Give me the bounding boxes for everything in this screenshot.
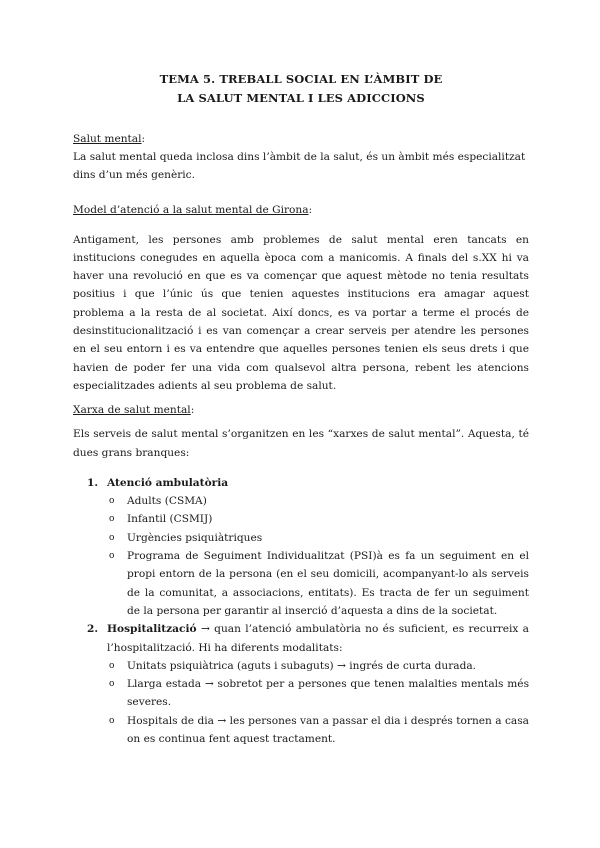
paragraph-xarxa: Els serveis de salut mental s’organitzen en les “xarxes de salut mental”. Aquesta, té dues grans branques:	[73, 428, 529, 459]
list-item-atencio-ambulatoria	[73, 474, 529, 620]
paragraph-salut-mental: La salut mental queda inclosa dins l’àmbit de la salut, és un àmbit més especialitzat dins d’un més genèric.	[73, 151, 526, 182]
document-page	[73, 70, 529, 748]
sub-list-ambulatoria	[107, 492, 529, 620]
list-item: o Urgències psiquiàtriques	[107, 529, 529, 547]
circle-bullet-icon: o	[109, 532, 115, 543]
list-item: o Infantil (CSMIJ)	[107, 510, 529, 528]
list-item: o Unitats psiquiàtrica (aguts i subaguts) → ingrés de curta durada.	[107, 657, 529, 675]
circle-bullet-icon: o	[109, 660, 115, 671]
list-number: 2.	[87, 623, 99, 636]
list-item-hospitalitzacio: 2. Hospitalització → quan l’atenció ambulatòria no és suficient, es recurreix a l’hospitalització. Hi ha diferents modalitats: o Unitats psiquiàtrica (aguts i subaguts) → ingrés de curta durada. o Llarga estada → sobretot per a persones que tenen malalties mentals més severes. o Hospitals de dia → les persones van a passar el dia i després tornen a casa on es continua fent aquest tractament.	[73, 620, 529, 748]
list-item: o Adults (CSMA)	[107, 492, 529, 510]
list-item: o Hospitals de dia → les persones van a passar el dia i després tornen a casa on es continua fent aquest tractament.	[107, 712, 529, 749]
circle-bullet-icon: o	[109, 551, 115, 562]
branch-list	[73, 474, 529, 748]
section-heading-salut-mental: Salut mental:	[73, 133, 146, 145]
list-number: 1.	[87, 476, 99, 489]
circle-bullet-icon: o	[109, 679, 115, 690]
document-title-line-1: TEMA 5. TREBALL SOCIAL EN L’ÀMBIT DE	[159, 72, 443, 86]
list-item: o Programa de Seguiment Individualitzat (PSI)à es fa un seguiment en el propi entorn de la persona (en el seu domicili, acompanyant-lo als serveis de la comunitat, a associacions, entitats). Es tracta de fer un seguiment de la persona per garantir al inserció d’aquesta a dins de la societat.	[107, 547, 529, 620]
list-lead: Hospitalització	[107, 623, 197, 636]
list-lead: Atenció ambulatòria	[107, 476, 229, 489]
document-title-line-2: LA SALUT MENTAL I LES ADICCIONS	[177, 91, 425, 105]
section-heading-xarxa: Xarxa de salut mental:	[73, 404, 195, 417]
circle-bullet-icon: o	[109, 715, 115, 726]
section-heading-model-atencio: Model d’atenció a la salut mental de Girona:	[73, 203, 313, 216]
circle-bullet-icon: o	[109, 514, 115, 525]
circle-bullet-icon: o	[109, 496, 115, 507]
sub-list-hospitalitzacio	[107, 657, 529, 748]
list-item: o Llarga estada → sobretot per a persones que tenen malalties mentals més severes.	[107, 675, 529, 712]
paragraph-model-atencio: Antigament, les persones amb problemes de salut mental eren tancats en institucions conegudes en aquella època com a manicomis. A finals del s.XX hi va haver una revolució en que es va començar que aquest mètode no tenia resultats positius i que l’únic ús que tenien aquestes institucions era amagar aquest problema a la resta de al societat. Així doncs, es va portar a terme el procés de desinstitucionalització i es van començar a crear serveis per atendre les persones en el seu entorn i es va entendre que aquelles persones tenien els seus drets i que havien de poder fer una vida com qualsevol altra persona, rebent les atencions especialitzades adients al seu problema de salut.	[73, 233, 529, 392]
